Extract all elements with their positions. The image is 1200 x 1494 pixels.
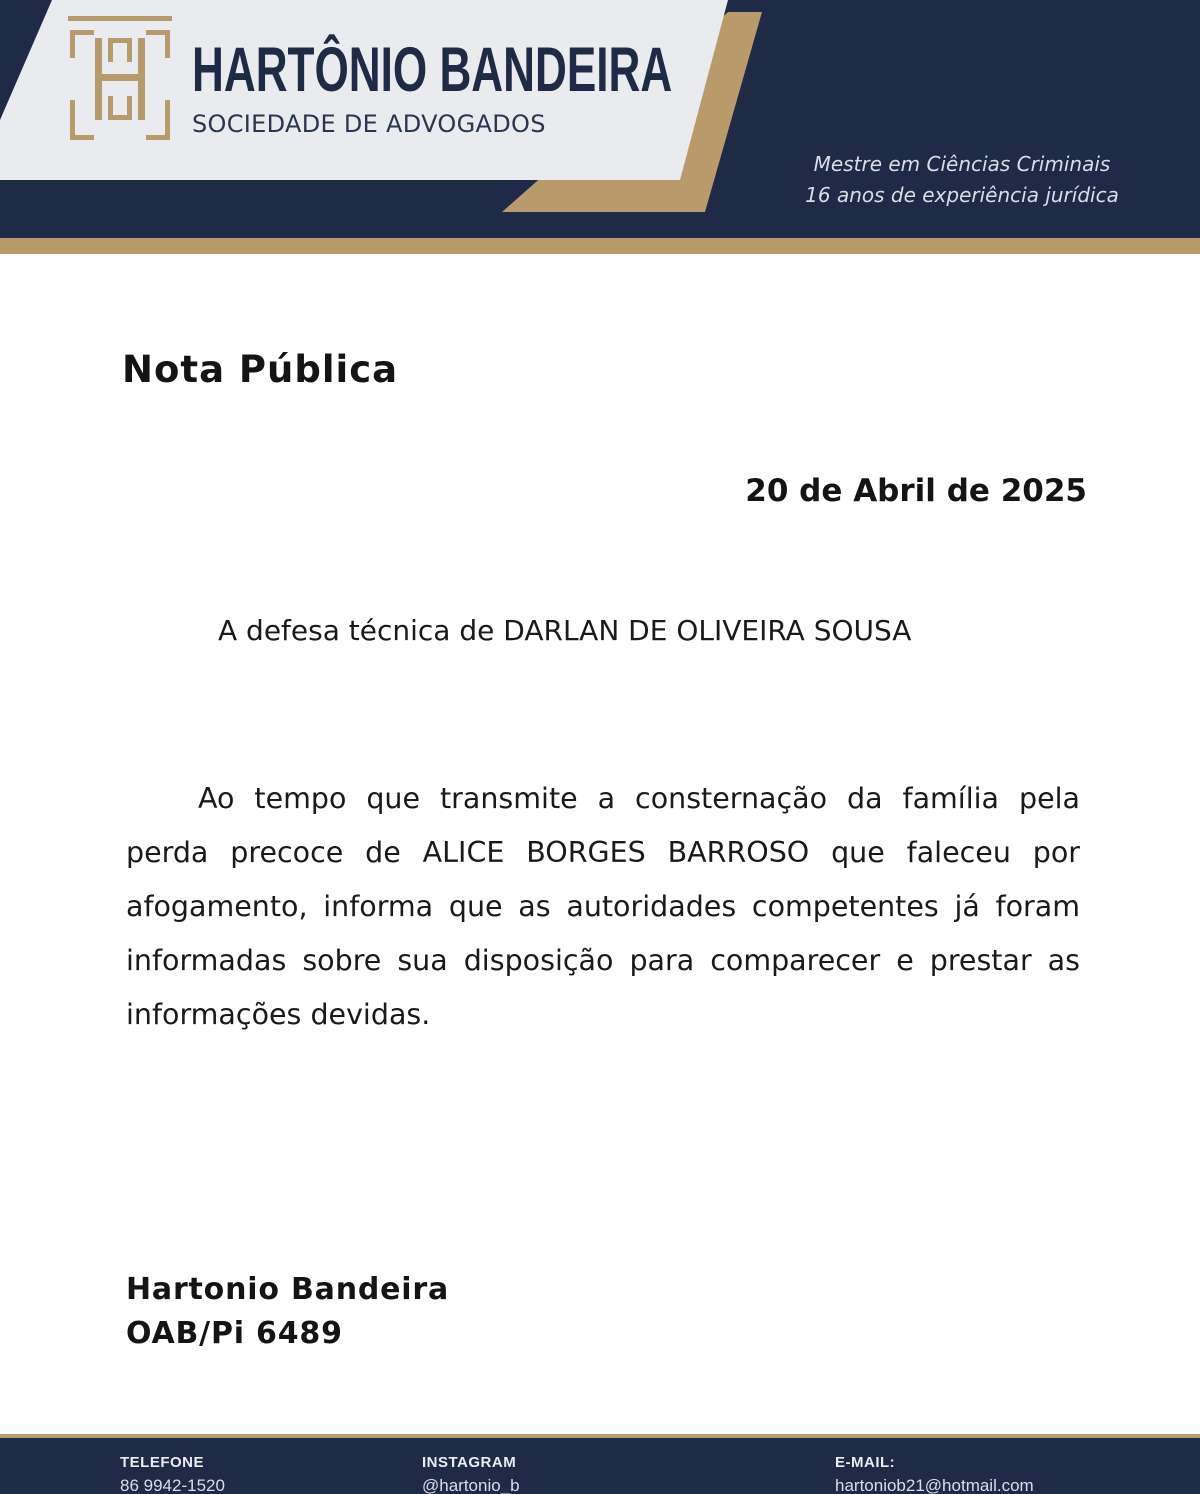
footer-email-value: hartoniob21@hotmail.com — [835, 1476, 1034, 1494]
footer-instagram-value: @hartonio_b — [422, 1476, 520, 1494]
footer-phone — [120, 1452, 225, 1494]
hb-monogram-logo — [68, 16, 172, 141]
footer-divider — [0, 1434, 1200, 1438]
footer-instagram-label: INSTAGRAM — [422, 1454, 517, 1471]
document-date: 20 de Abril de 2025 — [745, 473, 1087, 509]
letterhead-header — [0, 0, 1200, 254]
footer-email-label: E-MAIL: — [835, 1454, 896, 1471]
document-paragraph: Ao tempo que transmite a consternação da família pela perda precoce de ALICE BORGES BARROSO que faleceu por afogamento, informa que as autoridades competentes já foram informadas sobre sua disposição para comparecer e prestar as informações devidas. — [126, 782, 1080, 1031]
footer-phone-value: 86 9942-1520 — [120, 1476, 225, 1494]
signature-oab: OAB/Pi 6489 — [126, 1316, 343, 1351]
footer-instagram — [422, 1452, 520, 1494]
signature-name: Hartonio Bandeira — [126, 1272, 450, 1307]
letterhead-footer — [0, 1434, 1200, 1494]
credential-experience: 16 anos de experiência jurídica — [805, 183, 1119, 207]
brand-name: HARTÔNIO BANDEIRA — [192, 35, 673, 105]
document-lead: A defesa técnica de DARLAN DE OLIVEIRA SOUSA — [218, 614, 912, 647]
footer-phone-label: TELEFONE — [120, 1454, 205, 1471]
footer-email — [835, 1452, 1034, 1494]
document-title: Nota Pública — [122, 348, 399, 391]
brand-subtitle: SOCIEDADE DE ADVOGADOS — [192, 110, 546, 138]
credential-degree: Mestre em Ciências Criminais — [813, 152, 1111, 176]
